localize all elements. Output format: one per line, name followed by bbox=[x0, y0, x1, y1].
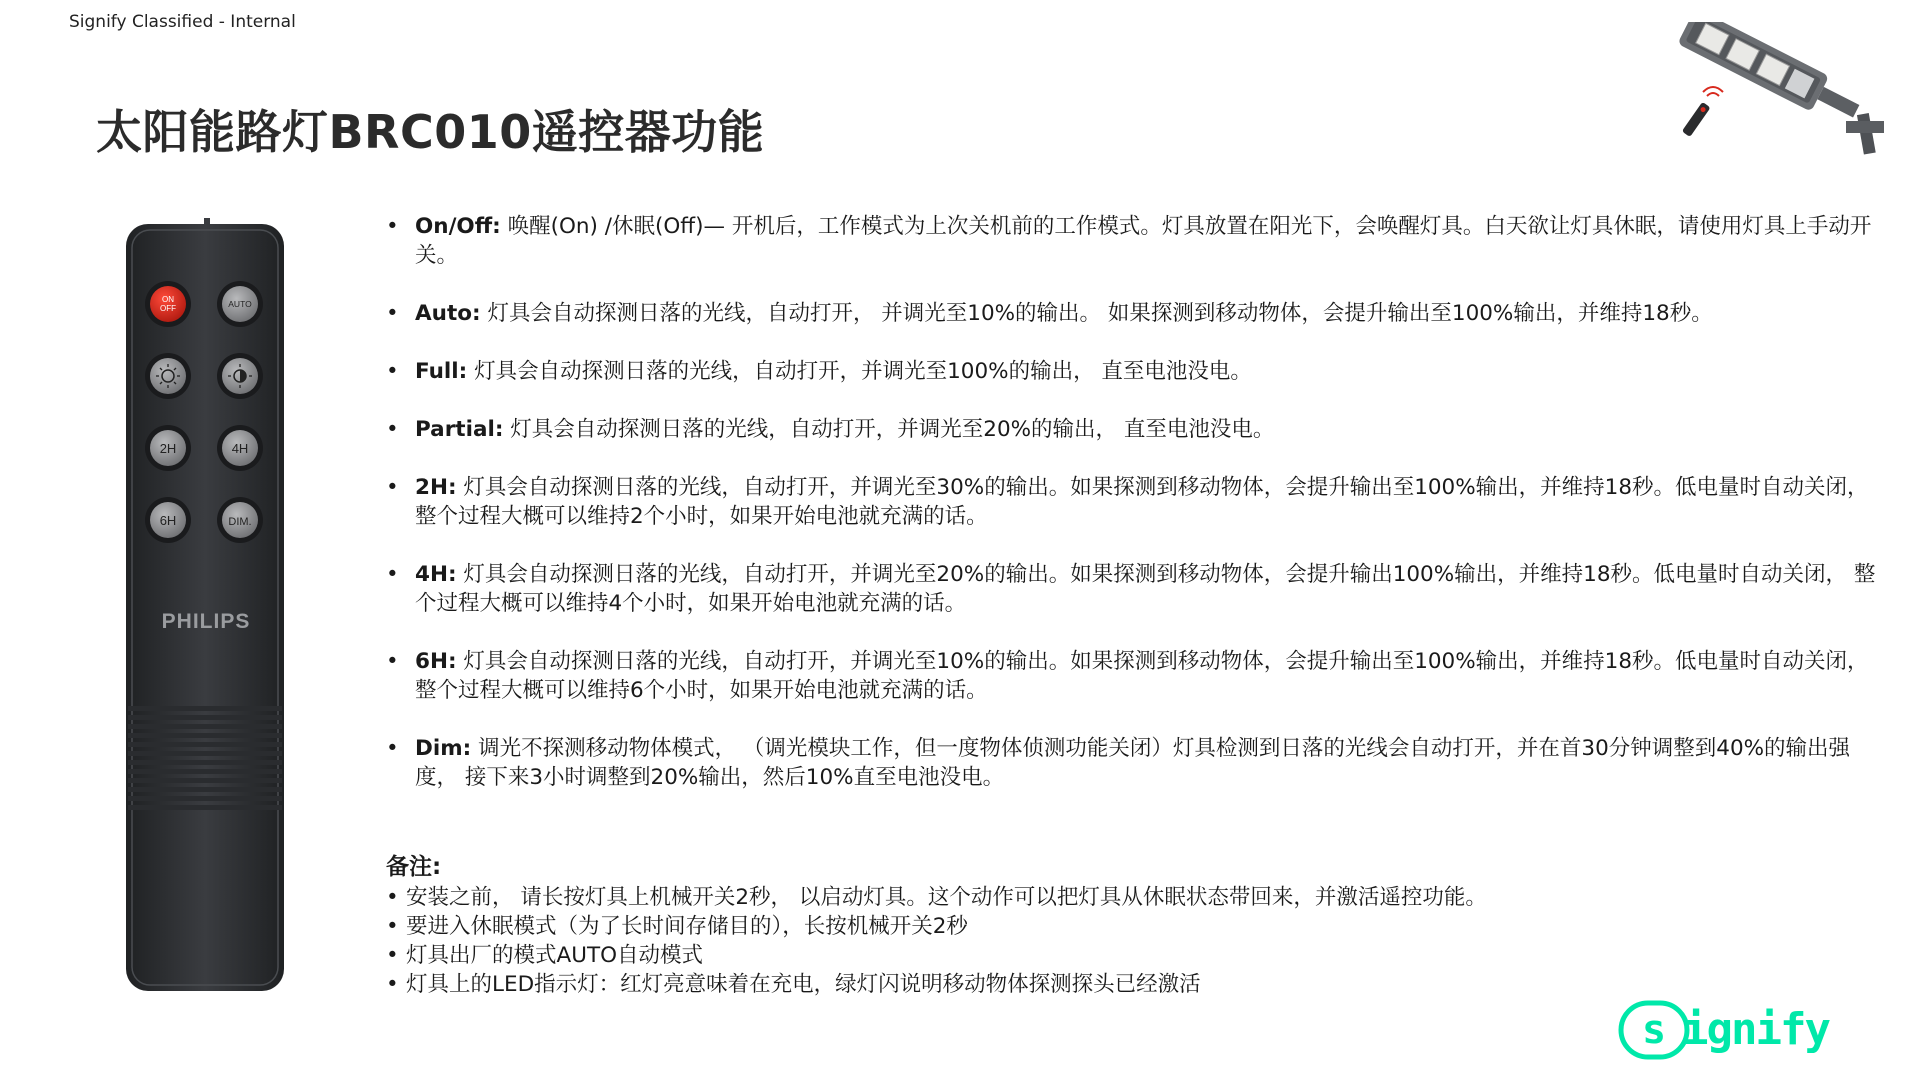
notes-section bbox=[386, 848, 1888, 999]
signify-logo bbox=[1618, 998, 1880, 1062]
feature-2h: • 2H: 灯具会自动探测日落的光线，自动打开，并调光至30%的输出。如果探测到移动物体，会提升输出至100%输出，并维持18秒。低电量时自动关闭， 整个过程大概可以维持2个小时，如果开始电池就充满的话。 bbox=[386, 473, 1888, 531]
remote-brand: PHILIPS bbox=[161, 610, 251, 633]
note-item: • 灯具出厂的模式AUTO自动模式 bbox=[386, 941, 1888, 970]
feature-6h: • 6H: 灯具会自动探测日落的光线，自动打开，并调光至10%的输出。如果探测到移动物体，会提升输出至100%输出，并维持18秒。低电量时自动关闭， 整个过程大概可以维持6个小时，如果开始电池就充满的话。 bbox=[386, 647, 1888, 705]
full-brightness-button bbox=[145, 353, 191, 399]
feature-full: • Full: 灯具会自动探测日落的光线，自动打开，并调光至100%的输出， 直至电池没电。 bbox=[386, 357, 1888, 386]
dim-button bbox=[217, 497, 263, 543]
note-item: • 安装之前， 请长按灯具上机械开关2秒， 以启动灯具。这个动作可以把灯具从休眠状态带回来，并激活遥控功能。 bbox=[386, 883, 1888, 912]
svg-text:4H: 4H bbox=[231, 441, 249, 456]
remote-control-image bbox=[124, 218, 286, 993]
svg-text:6H: 6H bbox=[159, 513, 177, 528]
6h-button bbox=[145, 497, 191, 543]
2h-button bbox=[145, 425, 191, 471]
svg-text:OFF: OFF bbox=[160, 304, 176, 313]
feature-auto: • Auto: 灯具会自动探测日落的光线，自动打开， 并调光至10%的输出。 如果探测到移动物体，会提升输出至100%输出，并维持18秒。 bbox=[386, 299, 1888, 328]
svg-text:ON: ON bbox=[162, 295, 174, 304]
feature-on-off: • On/Off: 唤醒(On) /休眠(Off)— 开机后，工作模式为上次关机前的工作模式。灯具放置在阳光下，会唤醒灯具。白天欲让灯具休眠，请使用灯具上手动开关。 bbox=[386, 212, 1888, 270]
svg-text:ignify: ignify bbox=[1682, 1004, 1829, 1055]
street-lamp-image bbox=[1655, 22, 1890, 157]
feature-partial: • Partial: 灯具会自动探测日落的光线，自动打开，并调光至20%的输出， 直至电池没电。 bbox=[386, 415, 1888, 444]
note-item: • 灯具上的LED指示灯：红灯亮意味着在充电，绿灯闪说明移动物体探测探头已经激活 bbox=[386, 970, 1888, 999]
feature-4h: • 4H: 灯具会自动探测日落的光线，自动打开，并调光至20%的输出。如果探测到移动物体，会提升输出100%输出，并维持18秒。低电量时自动关闭， 整个过程大概可以维持4个小时，如果开始电池就充满的话。 bbox=[386, 560, 1888, 618]
auto-button bbox=[217, 281, 263, 327]
svg-text:AUTO: AUTO bbox=[228, 299, 252, 309]
feature-list bbox=[386, 212, 1888, 792]
page-title: 太阳能路灯BRC010遥控器功能 bbox=[96, 105, 765, 159]
svg-text:s: s bbox=[1641, 1007, 1667, 1053]
on-off-button bbox=[145, 281, 191, 327]
svg-text:DIM.: DIM. bbox=[228, 516, 252, 528]
svg-text:2H: 2H bbox=[159, 441, 177, 456]
classification-label: Signify Classified - Internal bbox=[69, 12, 296, 32]
feature-dim: • Dim: 调光不探测移动物体模式， （调光模块工作，但一度物体侦测功能关闭）灯具检测到日落的光线会自动打开，并在首30分钟调整到40%的输出强度， 接下来3小时调整到20%输出，然后10%直至电池没电。 bbox=[386, 734, 1888, 792]
notes-title: 备注: bbox=[386, 854, 442, 880]
4h-button bbox=[217, 425, 263, 471]
note-item: • 要进入休眠模式（为了长时间存储目的），长按机械开关2秒 bbox=[386, 912, 1888, 941]
partial-brightness-button bbox=[217, 353, 263, 399]
